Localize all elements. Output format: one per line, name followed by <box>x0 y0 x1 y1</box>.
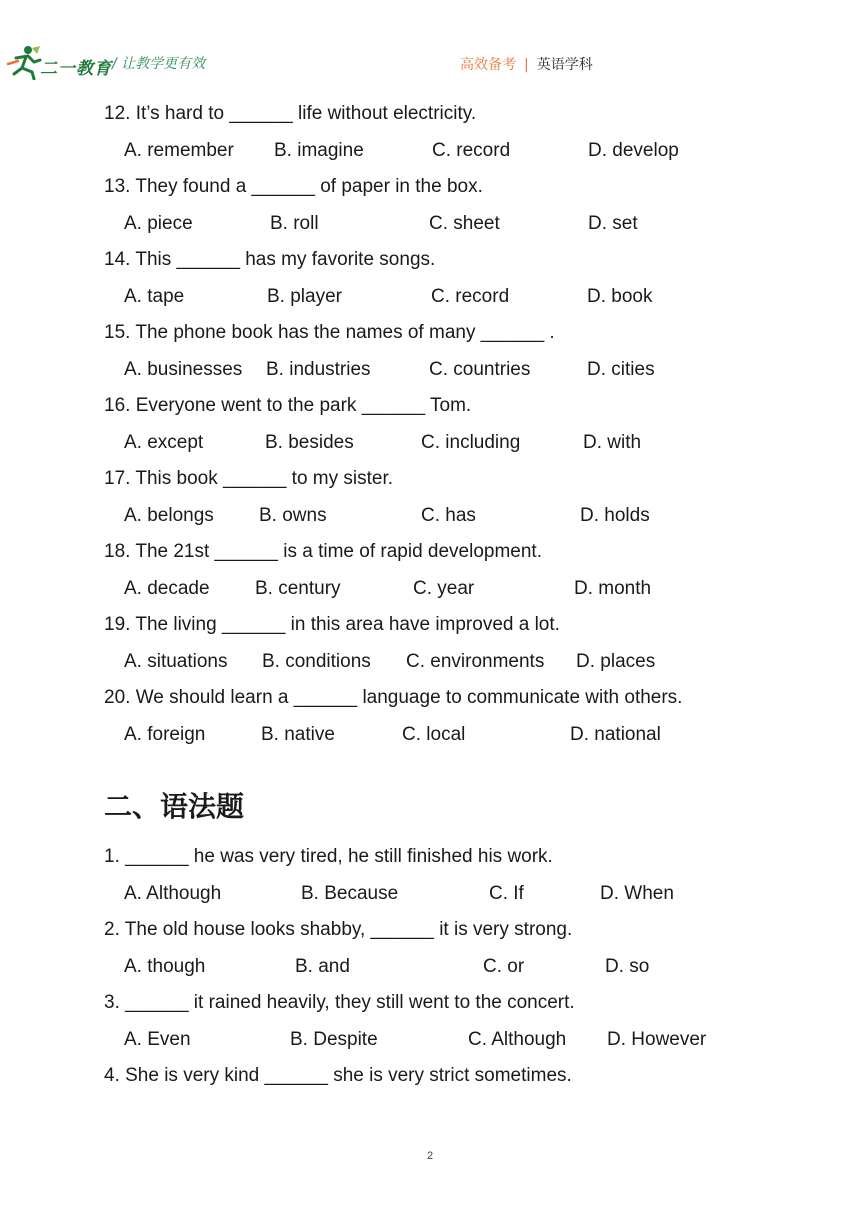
question-stem: 14. This ______ has my favorite songs. <box>104 249 436 270</box>
page-header <box>0 0 860 90</box>
answer-option: A. situations <box>124 650 228 672</box>
answer-option: C. has <box>421 504 476 526</box>
answer-option: B. besides <box>265 431 354 453</box>
answer-option: D. set <box>588 212 638 234</box>
answer-option: C. Although <box>468 1028 567 1050</box>
option-row <box>104 358 804 382</box>
answer-option: B. industries <box>266 358 371 380</box>
logo-text: 二一教育 <box>40 59 112 79</box>
answer-option: B. conditions <box>262 650 371 672</box>
option-row <box>104 1028 804 1052</box>
answer-option: C. environments <box>406 650 545 672</box>
option-row <box>104 431 804 455</box>
answer-option: B. native <box>261 723 335 745</box>
question-stem: 4. She is very kind ______ she is very strict sometimes. <box>104 1065 572 1086</box>
option-row <box>104 285 804 309</box>
answer-option: D. places <box>576 650 656 672</box>
answer-option: A. remember <box>124 139 234 161</box>
answer-option: A. except <box>124 431 204 453</box>
answer-option: B. roll <box>270 212 319 234</box>
answer-option: A. Even <box>124 1028 191 1050</box>
header-accent-text: 高效备考 <box>460 57 516 73</box>
section-title-grammar: 二、语法题 <box>104 790 245 823</box>
question-stem: 2. The old house looks shabby, ______ it is very strong. <box>104 919 573 940</box>
answer-option: A. decade <box>124 577 210 599</box>
question-stem: 17. This book ______ to my sister. <box>104 468 394 489</box>
question-stem: 19. The living ______ in this area have improved a lot. <box>104 614 560 635</box>
grammar-section <box>104 845 804 1100</box>
answer-option: A. Although <box>124 882 222 904</box>
answer-option: B. and <box>295 955 350 977</box>
answer-option: D. develop <box>588 139 679 161</box>
option-row <box>104 212 804 236</box>
answer-option: D. When <box>600 882 674 904</box>
question-stem: 13. They found a ______ of paper in the box. <box>104 176 483 197</box>
question-stem: 15. The phone book has the names of many ______ . <box>104 322 555 343</box>
answer-option: C. including <box>421 431 521 453</box>
answer-option: A. businesses <box>124 358 243 380</box>
header-subject-area <box>460 54 593 74</box>
question-stem: 20. We should learn a ______ language to communicate with others. <box>104 687 683 708</box>
question-stem: 12. It’s hard to ______ life without electricity. <box>104 103 477 124</box>
answer-option: C. local <box>402 723 466 745</box>
answer-option: D. month <box>574 577 652 599</box>
option-row <box>104 577 804 601</box>
answer-option: D. book <box>587 285 653 307</box>
question-stem: 1. ______ he was very tired, he still finished his work. <box>104 846 553 867</box>
option-row <box>104 723 804 747</box>
answer-option: B. century <box>255 577 341 599</box>
answer-option: C. year <box>413 577 475 599</box>
answer-option: C. countries <box>429 358 531 380</box>
option-row <box>104 650 804 674</box>
answer-option: C. record <box>431 285 510 307</box>
answer-option: A. tape <box>124 285 185 307</box>
answer-option: B. player <box>267 285 342 307</box>
answer-option: B. owns <box>259 504 327 526</box>
answer-option: D. so <box>605 955 650 977</box>
answer-option: B. Despite <box>290 1028 378 1050</box>
brand-logo <box>6 44 116 80</box>
header-separator: | <box>524 57 529 73</box>
option-row <box>104 882 804 906</box>
option-row <box>104 504 804 528</box>
answer-option: D. cities <box>587 358 655 380</box>
question-stem: 3. ______ it rained heavily, they still went to the concert. <box>104 992 575 1013</box>
page-number: 2 <box>426 1150 434 1162</box>
vocabulary-section <box>104 102 804 747</box>
answer-option: D. national <box>570 723 661 745</box>
header-slogan: / 让教学更有效 <box>112 56 206 72</box>
header-subject: 英语学科 <box>536 57 593 73</box>
answer-option: C. If <box>489 882 524 904</box>
answer-option: A. foreign <box>124 723 206 745</box>
option-row <box>104 139 804 163</box>
answer-option: D. with <box>583 431 642 453</box>
question-stem: 16. Everyone went to the park ______ Tom. <box>104 395 472 416</box>
answer-option: B. Because <box>301 882 399 904</box>
answer-option: D. However <box>607 1028 707 1050</box>
question-stem: 18. The 21st ______ is a time of rapid development. <box>104 541 542 562</box>
option-row <box>104 955 804 979</box>
answer-option: C. sheet <box>429 212 500 234</box>
answer-option: B. imagine <box>274 139 364 161</box>
answer-option: A. though <box>124 955 206 977</box>
answer-option: C. or <box>483 955 525 977</box>
answer-option: C. record <box>432 139 511 161</box>
answer-option: A. belongs <box>124 504 214 526</box>
answer-option: D. holds <box>580 504 650 526</box>
document-body <box>104 102 804 1100</box>
answer-option: A. piece <box>124 212 193 234</box>
